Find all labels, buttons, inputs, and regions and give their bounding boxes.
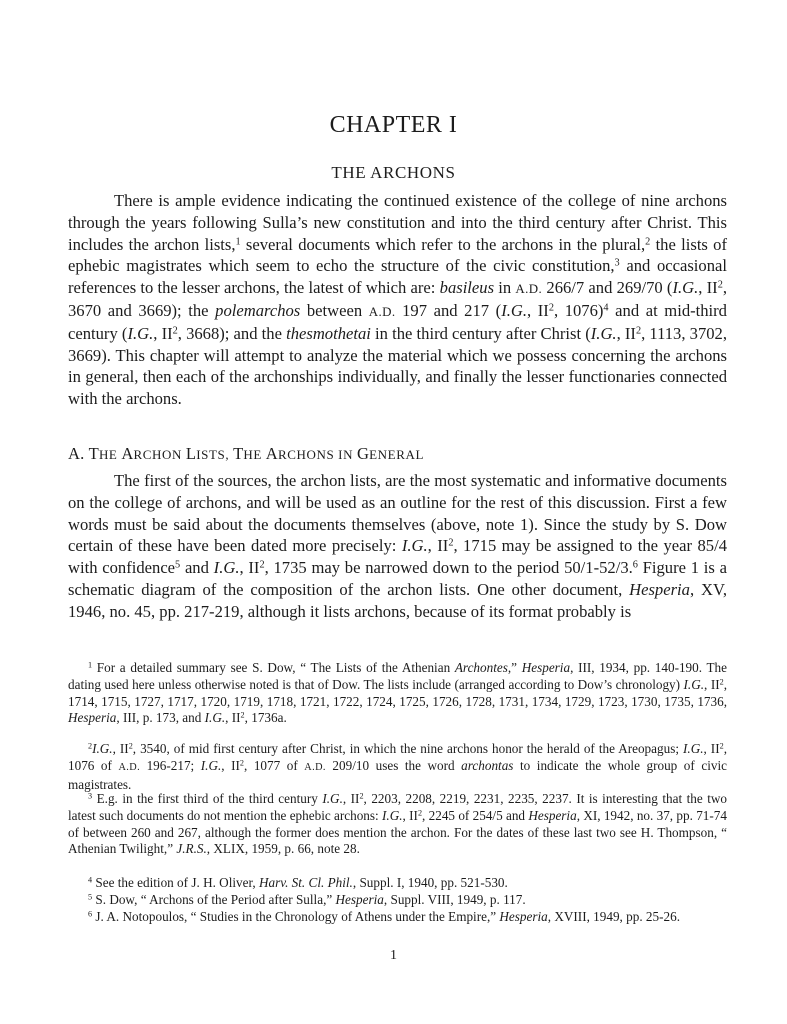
cap-letter: G — [356, 444, 370, 463]
italic-term: basileus — [439, 278, 495, 298]
footnote-ref: 1 — [235, 235, 241, 247]
superscript: 2 — [635, 325, 642, 337]
footnote-number: 3 — [88, 791, 93, 801]
footnote-6 — [68, 909, 727, 926]
chapter-heading: CHAPTER I — [329, 112, 458, 138]
citation-abbrev: I.G. — [204, 710, 226, 726]
section-letter: A. — [68, 444, 89, 463]
text-run: 209/10 uses the word — [325, 757, 462, 773]
footnote-ref: 2 — [645, 235, 651, 247]
cap-letter: T — [233, 444, 244, 463]
intro-paragraph — [68, 190, 727, 410]
cap-letter: L — [185, 444, 197, 463]
text-run: , XI, 1942, no. 37, pp. 71-74 of between 260 and 267, although the former does mention the archon. For the dates of these last two see H. Thompson, “ Athenian Twilight,” — [68, 807, 727, 857]
text-run: between — [300, 300, 369, 320]
text-run: , 2245 of 254/5 and — [422, 807, 529, 823]
text-run: , Suppl. I, 1940, pp. 521-530. — [352, 875, 508, 890]
text-run: , XLIX, 1959, p. 66, note 28. — [206, 841, 360, 857]
journal-title: Hesperia — [629, 579, 690, 599]
text-run: The first of the sources, the archon lists, are the most systematic and informative documents on the college of archons, and will be used as an outline for the rest of this discussion. First a few words must be said about the documents themselves (above, note 1). Since the study by S. Dow certain of these have been dated more precisely: — [68, 471, 727, 556]
footnote-5 — [68, 892, 727, 909]
text-run: , II — [703, 741, 720, 756]
era-abbrev: A.D. — [304, 761, 326, 773]
italic-term: Archontes — [454, 660, 508, 675]
text-run: , III, 1934, pp. 140-190. The dating used here unless otherwise noted is that of Dow. The lists include (arranged according to Dow’s chronology) — [68, 660, 728, 692]
text-run: , 1736a. — [244, 710, 287, 726]
text-run: , 2203, 2208, 2219, 2231, 2235, 2237. It is interesting that the two latest such documents do not mention the ephebic archons: — [68, 791, 727, 823]
superscript: 2 — [448, 537, 454, 549]
cap-letter: A — [265, 444, 278, 463]
era-abbrev: A.D. — [515, 281, 543, 297]
footnote-number: 4 — [88, 875, 93, 885]
superscript: 2 — [259, 559, 265, 571]
italic-term: archontas — [461, 757, 514, 773]
superscript: 2 — [719, 741, 724, 751]
citation-abbrev: I.G. — [92, 741, 113, 756]
text-run: See the edition of J. H. Oliver, — [92, 875, 259, 890]
superscript: 2 — [717, 279, 723, 291]
text-run: , 3670 and 3669); the — [68, 278, 727, 320]
text-run: E.g. in the first third of the third century — [92, 791, 323, 806]
text-run: in — [494, 278, 516, 298]
citation-abbrev: I.G. — [200, 757, 222, 773]
footnote-ref: 5 — [175, 559, 181, 571]
text-run: , 1735 may be narrowed down to the period 50/1-52/3. — [264, 558, 633, 578]
superscript: 2 — [417, 808, 423, 818]
text-run: 197 and 217 ( — [395, 300, 502, 320]
text-run: , II — [221, 757, 240, 773]
text-run: and — [180, 558, 214, 578]
text-run: , II — [225, 710, 241, 726]
journal-title: Hesperia — [68, 710, 117, 726]
citation-abbrev: I.G. — [401, 536, 428, 556]
section-paragraph — [68, 470, 727, 623]
text-run: , Suppl. VIII, 1949, p. 117. — [383, 892, 526, 907]
smallcap-run: HE — [98, 447, 122, 462]
text-run: Figure 1 is a schematic diagram of the composition of the archon lists. One other document, — [68, 558, 727, 599]
smallcap-run: ISTS, — [196, 447, 234, 462]
superscript: 2 — [359, 791, 364, 801]
superscript: 2 — [239, 758, 244, 768]
smallcap-run: HE — [243, 447, 266, 462]
footnote-ref: 6 — [632, 559, 638, 571]
superscript: 2 — [548, 302, 554, 314]
journal-title: Harv. St. Cl. Phil. — [258, 875, 353, 890]
footnote-number: 5 — [88, 892, 93, 902]
journal-title: Hesperia — [528, 807, 577, 823]
text-run: the lists of ephebic magistrates which seem to echo the structure of the civic constitution, — [68, 234, 728, 276]
italic-term: polemarchos — [215, 300, 301, 320]
citation-abbrev: I.G. — [683, 741, 704, 756]
text-run: to indicate the whole group of civic magistrates. — [68, 757, 727, 792]
text-run: , II — [342, 791, 360, 806]
text-run: , II — [112, 741, 129, 756]
text-run: , II — [402, 807, 418, 823]
citation-abbrev: I.G. — [322, 791, 343, 806]
text-run: , II — [616, 323, 636, 343]
journal-title: Hesperia — [499, 909, 548, 924]
footnote-4 — [68, 875, 727, 892]
text-run: 196-217; — [140, 757, 201, 773]
cap-letter: A — [121, 444, 134, 463]
text-run: , II — [698, 278, 718, 298]
text-run: , 1076) — [553, 300, 604, 320]
cap-letter: T — [88, 444, 99, 463]
text-run: S. Dow, “ Archons of the Period after Sulla,” — [92, 892, 336, 907]
text-run: There is ample evidence indicating the continued existence of the college of nine archons through the years following Sulla’s new constitution and into the third century after Christ. This includes the archon lists, — [68, 191, 727, 254]
footnote-number: 2 — [88, 741, 93, 751]
superscript: 2 — [719, 677, 724, 687]
chapter-title: THE ARCHONS — [331, 163, 456, 182]
text-run: , 1715 may be assigned to the year 85/4 with confidence — [68, 536, 727, 578]
text-run: and at mid-third century ( — [68, 300, 727, 343]
footnote-1 — [68, 660, 727, 727]
text-run: , II — [704, 676, 720, 692]
citation-abbrev: I.G. — [213, 558, 240, 578]
text-run: , II — [427, 536, 449, 556]
text-run: in the third century after Christ ( — [370, 323, 591, 343]
text-run: , II — [239, 558, 260, 578]
text-run: For a detailed summary see S. Dow, “ The Lists of the Athenian — [92, 660, 455, 675]
page-number: 1 — [390, 948, 397, 963]
text-run: , XVIII, 1949, pp. 25-26. — [547, 909, 680, 924]
superscript: 2 — [172, 325, 178, 337]
text-run: , 1714, 1715, 1727, 1717, 1720, 1719, 1718, 1721, 1722, 1724, 1725, 1726, 1728, 1731, 1734, 1729, 1723, 1730, 1735, 1736, — [68, 676, 727, 709]
footnote-number: 1 — [88, 660, 93, 670]
text-run: , 1076 of — [68, 741, 727, 773]
text-run: and occasional references to the lesser archons, the latest of which are: — [68, 256, 727, 298]
era-abbrev: A.D. — [118, 761, 141, 773]
journal-title: J.R.S. — [176, 841, 207, 857]
smallcap-run: ENERAL — [369, 447, 425, 462]
text-run: ,” — [507, 660, 522, 675]
text-run: several documents which refer to the archons in the plural, — [240, 234, 646, 254]
citation-abbrev: I.G. — [683, 676, 705, 692]
text-run: , II — [527, 300, 549, 320]
footnote-number: 6 — [88, 909, 93, 919]
citation-abbrev: I.G. — [672, 278, 699, 298]
text-run: 266/7 and 269/70 ( — [542, 278, 673, 298]
footnote-ref: 3 — [614, 257, 620, 269]
smallcap-run: RCHON — [133, 447, 186, 462]
citation-abbrev: I.G. — [382, 807, 403, 823]
journal-title: Hesperia — [335, 892, 384, 907]
era-abbrev: A.D. — [368, 303, 396, 319]
footnote-3 — [68, 791, 727, 858]
journal-title: Hesperia — [521, 660, 571, 675]
text-run: , III, p. 173, and — [116, 710, 205, 726]
smallcap-run: RCHONS IN — [277, 447, 357, 462]
text-run: , II — [153, 323, 173, 343]
text-run: J. A. Notopoulos, “ Studies in the Chronology of Athens under the Empire,” — [92, 909, 500, 924]
text-run: , XV, 1946, no. 45, pp. 217-219, although it lists archons, because of its format probably is — [68, 579, 727, 621]
superscript: 2 — [240, 710, 245, 720]
citation-abbrev: I.G. — [590, 323, 617, 343]
section-heading — [68, 444, 424, 464]
footnote-2 — [68, 741, 727, 793]
footnote-ref: 4 — [603, 302, 609, 314]
text-run: , 1113, 3702, 3669). This chapter will attempt to analyze the material which we possess concerning the archons in general, then each of the archonships individually, and finally the lesser functionaries connected with the archons. — [68, 323, 727, 409]
citation-abbrev: I.G. — [127, 323, 154, 343]
text-run: , 3540, of mid first century after Christ, in which the nine archons honor the herald of the Areopagus; — [132, 741, 683, 756]
text-run: , 1077 of — [244, 757, 305, 773]
superscript: 2 — [128, 741, 133, 751]
italic-term: thesmothetai — [286, 323, 371, 343]
text-run: , 3668); and the — [177, 323, 287, 343]
citation-abbrev: I.G. — [501, 300, 527, 320]
